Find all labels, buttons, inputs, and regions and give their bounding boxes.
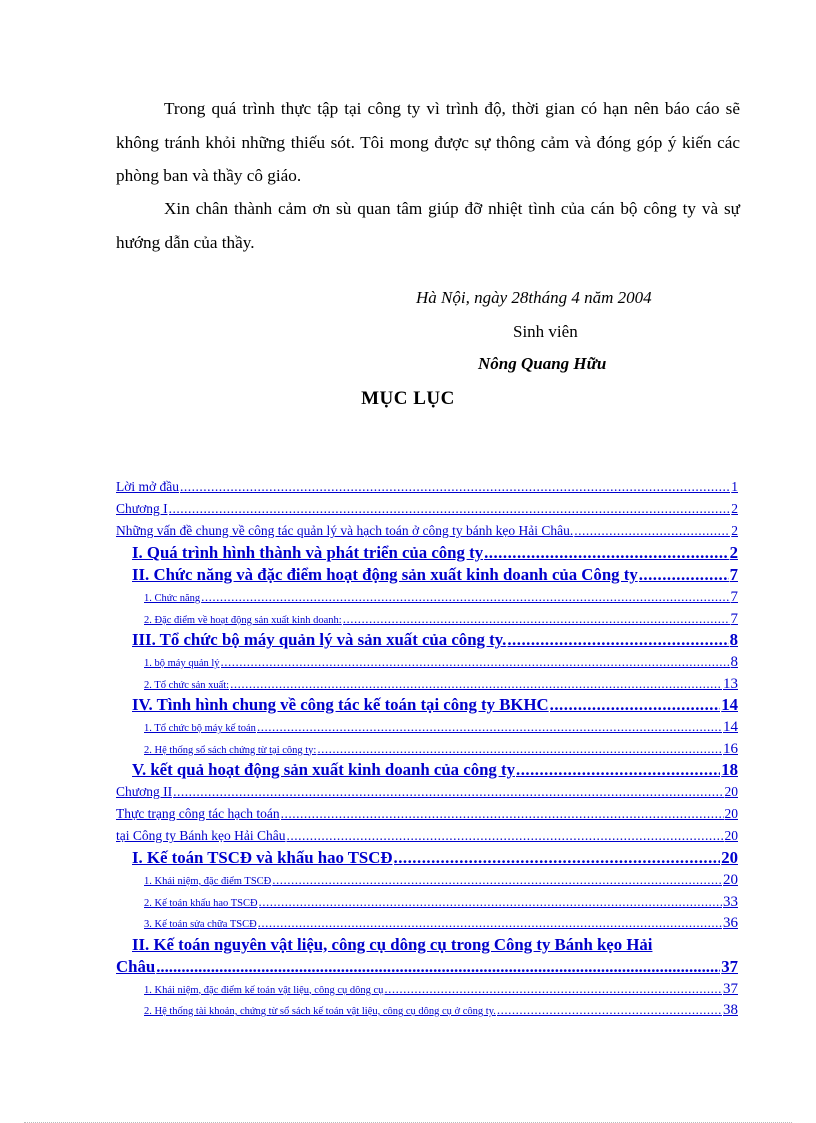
toc-entry-text: Chương II xyxy=(116,784,173,799)
toc-entry-text: I. Kế toán TSCĐ và khấu hao TSCĐ xyxy=(132,848,393,867)
toc-entry-page: 36 xyxy=(723,915,738,931)
paragraph-1-text: Trong quá trình thực tập tại công ty vì trình độ, thời gian có hạn nên báo cáo sẽ không tránh khỏi những thiếu sót. Tôi mong được sự thông cảm và đóng góp ý kiến các phòng ban và thầy cô giáo. xyxy=(116,99,740,185)
toc-entry-text: V. kết quả hoạt động sản xuất kinh doanh của công ty xyxy=(132,760,515,779)
toc-entry-bo-may-quan-ly[interactable] xyxy=(116,651,738,673)
toc-entry-loi-mo-dau[interactable] xyxy=(116,476,738,498)
toc-entry-he-thong-tai-khoan[interactable] xyxy=(116,999,738,1021)
signature-place-date: Hà Nội, ngày 28tháng 4 năm 2004 xyxy=(416,288,652,307)
toc-entry-text: 1. Khái niệm, đặc điểm kế toán vật liệu, công cụ dông cụ xyxy=(144,984,384,996)
toc-entry-section-2[interactable] xyxy=(116,564,738,586)
toc-entry-page: 8 xyxy=(730,654,738,670)
toc-entry-page: 2 xyxy=(729,543,738,562)
toc-entry-text: Chương I xyxy=(116,501,168,516)
paragraph-2-text: Xin chân thành cảm ơn sù quan tâm giúp đỡ nhiệt tình của cán bộ công ty và sự hướng dẫn của thầy. xyxy=(116,199,740,252)
toc-entry-dac-diem[interactable] xyxy=(116,608,738,630)
toc-entry-page: 7 xyxy=(730,610,738,627)
toc-entry-section-5[interactable] xyxy=(116,759,738,781)
toc-entry-page: 37 xyxy=(721,956,738,976)
toc-entry-text: tại Công ty Bánh kẹo Hải Châu xyxy=(116,828,286,843)
toc-entry-to-chuc-san-xuat[interactable] xyxy=(116,673,738,695)
toc-entry-text: II. Chức năng và đặc điểm hoạt động sản xuất kinh doanh của Công ty xyxy=(132,565,638,584)
toc-entry-text: 2. Hệ thống tài khoản, chứng từ sổ sách kế toán vật liệu, công cụ dông cụ ở công ty. xyxy=(144,1006,496,1017)
toc-entry-text: Thực trạng công tác hạch toán xyxy=(116,806,280,821)
toc-entry-page: 14 xyxy=(723,719,738,735)
toc-entry-tai-cong-ty[interactable] xyxy=(116,825,738,847)
toc-entry-text-line-2: Châu xyxy=(116,956,156,976)
toc-entry-text: 1. Chức năng xyxy=(144,593,201,604)
toc-entry-ke-toan-tscd[interactable] xyxy=(116,847,738,869)
toc-entry-page: 37 xyxy=(723,980,738,997)
toc-entry-page: 14 xyxy=(721,695,738,714)
toc-entry-text: 3. Kế toán sửa chữa TSCĐ xyxy=(144,919,257,930)
toc-entry-nhung-van-de-chung[interactable] xyxy=(116,520,738,542)
toc-entry-page: 20 xyxy=(721,848,738,867)
closing-paragraph-1 xyxy=(116,92,740,193)
toc-entry-khai-niem-tscd[interactable] xyxy=(116,869,738,891)
toc-entry-page: 2 xyxy=(731,501,738,516)
toc-entry-text: 1. Khái niệm, đặc điểm TSCĐ xyxy=(144,876,272,887)
toc-entry-text-line-1: II. Kế toán nguyên vật liệu, công cụ dông cụ trong Công ty Bánh kẹo Hải xyxy=(132,934,653,954)
toc-entry-page: 18 xyxy=(721,760,738,779)
toc-entry-page: 7 xyxy=(730,589,738,605)
toc-entry-text: 2. Tổ chức sản xuất: xyxy=(144,679,230,691)
toc-entry-page: 16 xyxy=(723,740,738,757)
toc-entry-chuc-nang[interactable] xyxy=(116,586,738,608)
toc-entry-text: 2. Hệ thống sổ sách chứng từ tại công ty: xyxy=(144,744,317,756)
toc-entry-he-thong-so-sach[interactable] xyxy=(116,738,738,760)
toc-entry-bo-may-ke-toan[interactable] xyxy=(116,716,738,738)
toc-entry-text: 1. Tổ chức bộ máy kế toán xyxy=(144,723,256,734)
toc-entry-text: IV. Tình hình chung về công tác kế toán tại công ty BKHC xyxy=(132,695,549,714)
toc-entry-nguyen-vat-lieu[interactable] xyxy=(116,934,738,978)
toc-entry-text: I. Quá trình hình thành và phát triển của công ty xyxy=(132,543,484,562)
closing-paragraph-2 xyxy=(116,192,740,259)
toc-entry-page: 1 xyxy=(731,479,738,494)
toc-entry-text: Lời mở đầu xyxy=(116,479,180,494)
signature-name: Nông Quang Hữu xyxy=(478,354,607,373)
toc-entry-text: III. Tổ chức bộ máy quản lý và sản xuất của công ty. xyxy=(132,630,507,649)
toc-entry-thuc-trang[interactable] xyxy=(116,803,738,825)
toc-entry-section-3[interactable] xyxy=(116,629,738,651)
toc-entry-text: 1. bộ máy quản lý xyxy=(144,658,220,669)
toc-entry-khai-niem-vat-lieu[interactable] xyxy=(116,978,738,1000)
toc-entry-page: 8 xyxy=(729,630,738,649)
toc-entry-page: 13 xyxy=(723,675,738,692)
toc-entry-text: 2. Kế toán khấu hao TSCĐ xyxy=(144,897,258,909)
toc-entry-sua-chua-tscd[interactable] xyxy=(116,912,738,934)
toc-entry-page: 20 xyxy=(724,806,738,821)
toc-entry-section-1[interactable] xyxy=(116,542,738,564)
toc-entry-page: 20 xyxy=(724,828,738,843)
signature-role: Sinh viên xyxy=(513,322,578,341)
toc-entry-page: 20 xyxy=(723,872,738,888)
toc-entry-text: 2. Đặc điểm về hoạt động sản xuất kinh doanh: xyxy=(144,614,342,626)
table-of-contents xyxy=(116,476,738,1021)
toc-entry-page: 38 xyxy=(723,1002,738,1018)
toc-entry-page: 20 xyxy=(724,784,738,799)
toc-entry-section-4[interactable] xyxy=(116,694,738,716)
toc-entry-chuong-1[interactable] xyxy=(116,498,738,520)
toc-entry-chuong-2[interactable] xyxy=(116,781,738,803)
toc-entry-khau-hao-tscd[interactable] xyxy=(116,891,738,913)
toc-entry-page: 2 xyxy=(731,523,738,538)
toc-title: MỤC LỤC xyxy=(361,388,455,409)
toc-entry-text: Những vấn đề chung về công tác quản lý và hạch toán ở công ty bánh kẹo Hải Châu. xyxy=(116,523,574,538)
toc-entry-page: 7 xyxy=(729,565,738,584)
toc-entry-page: 33 xyxy=(723,893,738,910)
